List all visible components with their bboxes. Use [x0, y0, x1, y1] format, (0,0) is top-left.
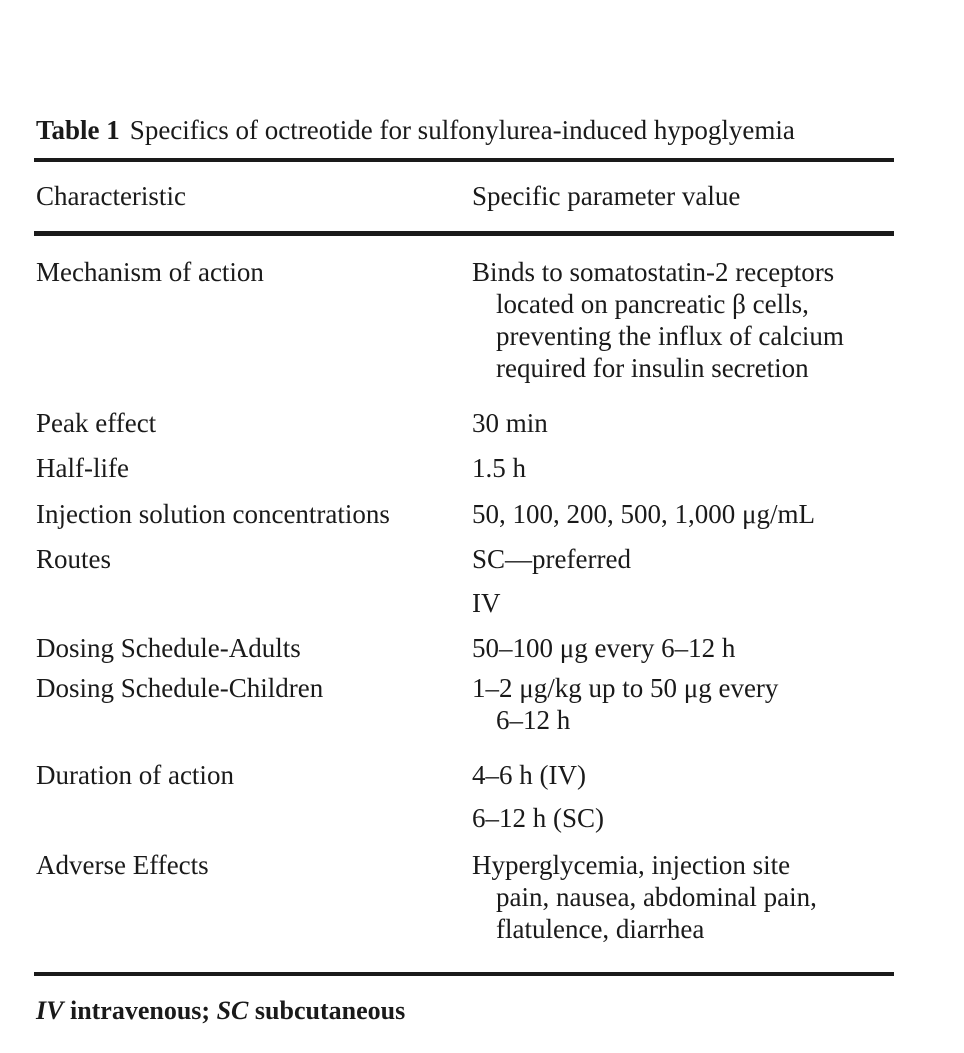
- row-value: [472, 802, 894, 834]
- value-line: 50–100 μg every 6–12 h: [472, 633, 736, 663]
- value-line: preventing the influx of calcium: [496, 321, 844, 351]
- row-characteristic: Dosing Schedule-Adults: [36, 633, 301, 663]
- footnote-abbr-sc: SC: [216, 996, 249, 1025]
- value-line: 1.5 h: [472, 453, 526, 483]
- footnote-def-iv: intravenous;: [63, 996, 217, 1025]
- table-row: [36, 452, 894, 498]
- value-line: Binds to somatostatin-2 receptors: [472, 257, 835, 287]
- row-value: [472, 452, 894, 484]
- bottom-rule: [34, 972, 894, 976]
- footnote-abbr-iv: IV: [36, 996, 64, 1025]
- table-caption: [36, 114, 795, 146]
- value-line: 50, 100, 200, 500, 1,000 μg/mL: [472, 499, 815, 529]
- table-row: [36, 849, 894, 949]
- value-line: 30 min: [472, 408, 548, 438]
- value-line: SC—preferred: [472, 544, 631, 574]
- row-value: [472, 849, 894, 945]
- header-rule: [34, 231, 894, 236]
- table-label: Table 1: [36, 115, 120, 145]
- row-value: [472, 256, 894, 384]
- table-row: [36, 587, 894, 632]
- header-parameter-value: Specific parameter value: [472, 181, 741, 211]
- value-line: 4–6 h (IV): [472, 760, 586, 790]
- row-characteristic: Adverse Effects: [36, 850, 209, 880]
- table-row: [36, 632, 894, 672]
- header-characteristic: Characteristic: [36, 181, 186, 211]
- footnote-def-sc: subcutaneous: [248, 996, 406, 1025]
- value-line: 6–12 h: [496, 705, 571, 735]
- table-title: Specifics of octreotide for sulfonylurea-induced hypoglyemia: [129, 115, 795, 145]
- row-characteristic: Half-life: [36, 453, 129, 483]
- value-line: required for insulin secretion: [496, 353, 809, 383]
- row-value: [472, 498, 894, 530]
- table-row: [36, 543, 894, 587]
- row-value: [472, 672, 894, 736]
- table-body: [36, 256, 894, 949]
- table-row: [36, 802, 894, 849]
- value-line: Hyperglycemia, injection site: [472, 850, 791, 880]
- row-characteristic: Mechanism of action: [36, 257, 264, 287]
- table-row: [36, 672, 894, 759]
- table-row: [36, 407, 894, 452]
- value-line: 1–2 μg/kg up to 50 μg every: [472, 673, 779, 703]
- row-characteristic: Dosing Schedule-Children: [36, 673, 324, 703]
- table-row: [36, 759, 894, 802]
- row-value: [472, 407, 894, 439]
- table-row: [36, 498, 894, 543]
- table-footnote: [36, 995, 405, 1027]
- value-line: IV: [472, 588, 501, 618]
- row-value: [472, 632, 894, 664]
- row-characteristic: Peak effect: [36, 408, 157, 438]
- value-line: 6–12 h (SC): [472, 803, 605, 833]
- value-line: pain, nausea, abdominal pain,: [496, 882, 817, 912]
- row-characteristic: Routes: [36, 544, 112, 574]
- top-rule: [34, 158, 894, 162]
- row-value: [472, 587, 894, 619]
- value-line: flatulence, diarrhea: [496, 914, 705, 944]
- row-value: [472, 759, 894, 791]
- table-row: [36, 256, 894, 407]
- row-characteristic: Injection solution concentrations: [36, 499, 390, 529]
- row-characteristic: Duration of action: [36, 760, 234, 790]
- row-value: [472, 543, 894, 575]
- value-line: located on pancreatic β cells,: [496, 289, 809, 319]
